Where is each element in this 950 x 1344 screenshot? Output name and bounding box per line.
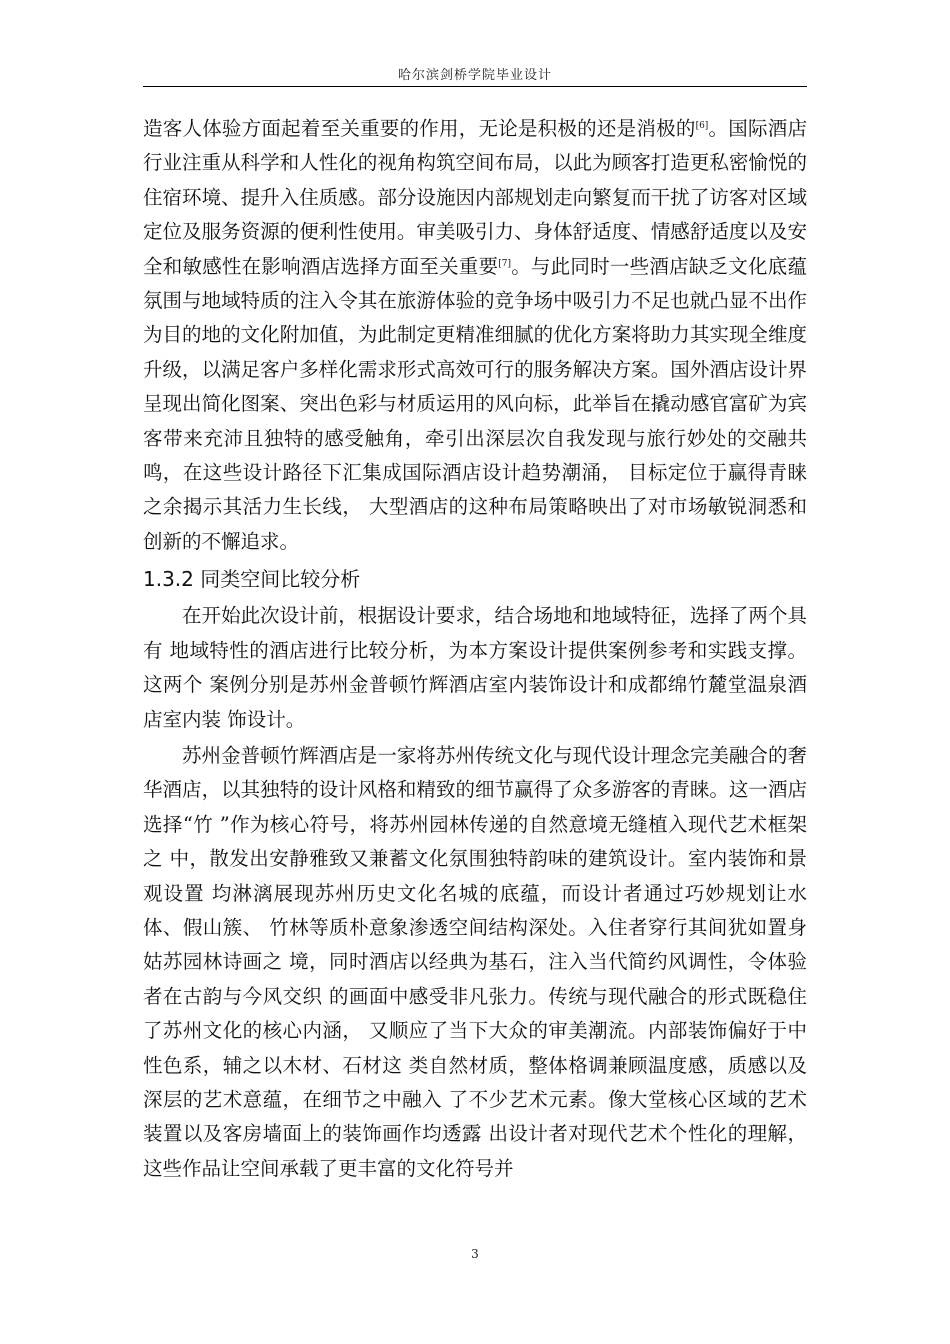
paragraph-text: 。与此同时一些酒店缺乏文化底蕴氛围与地域特质的注入令其在旅游体验的竞争场中吸引力不足也就凸显不出作为目的地的文化附加值，为此制定更精准细腻的优化方案将助力其实现全维度升级，以满足客户多样化需求形式高效可行的服务解决方案。国外酒店设计界呈现出简化图案、突出色彩与材质运用的风向标，此举旨在撬动感官富矿为宾客带来充沛且独特的感受触角，牵引出深层次自我发现与旅行妙处的交融共鸣，在这些设计路径下汇集成国际酒店设计趋势潮涌， 目标定位于赢得青睐之余揭示其活力生长线， 大型酒店的这种布局策略映出了对市场敏锐洞悉和创新的不懈追求。 [143, 254, 807, 553]
page-header-title: 哈尔滨剑桥学院毕业设计 [397, 68, 552, 83]
citation-marker: [7] [498, 258, 511, 269]
header-divider [143, 86, 807, 87]
paragraph-intro-continued [143, 112, 807, 559]
paragraph-text: 。国际酒店行业注重从科学和人性化的视角构筑空间布局，以此为顾客打造更私密愉悦的住宿环境、提升入住质感。部分设施因内部规划走向繁复而干扰了访客对区域定位及服务资源的便利性使用。审美吸引力、身体舒适度、情感舒适度以及安全和敏感性在影响酒店选择方面至关重要 [143, 117, 807, 278]
paragraph-case-selection: 在开始此次设计前，根据设计要求，结合场地和地域特征，选择了两个具有 地域特性的酒店进行比较分析，为本方案设计提供案例参考和实践支撑。这两个 案例分别是苏州金普顿竹辉酒店室内装饰设计和成都绵竹麓堂温泉酒店室内装 饰设计。 [143, 604, 807, 731]
section-heading: 1.3.2 同类空间比较分析 [143, 567, 361, 592]
paragraph-text: 造客人体验方面起着至关重要的作用，无论是积极的还是消极的 [143, 117, 696, 140]
paragraph-suzhou-kimpton: 苏州金普顿竹辉酒店是一家将苏州传统文化与现代设计理念完美融合的奢华酒店，以其独特的设计风格和精致的细节赢得了众多游客的青睐。这一酒店选择“竹 ”作为核心符号，将苏州园林传递的自然意境无缝植入现代艺术框架之 中，散发出安静雅致又兼蓄文化氛围独特韵味的建筑设计。室内装饰和景观设置 均淋漓展现苏州历史文化名城的底蕴，而设计者通过巧妙规划让水体、假山簇、 竹林等质朴意象渗透空间结构深处。入住者穿行其间犹如置身姑苏园林诗画之 境，同时酒店以经典为基石，注入当代简约风调性，令体验者在古韵与今风交织 的画面中感受非凡张力。传统与现代融合的形式既稳住了苏州文化的核心内涵， 又顺应了当下大众的审美潮流。内部装饰偏好于中性色系，辅之以木材、石材这 类自然材质，整体格调兼顾温度感，质感以及深层的艺术意蕴，在细节之中融入 了不少艺术元素。像大堂核心区域的艺术装置以及客房墙面上的装饰画作均透露 出设计者对现代艺术个性化的理解，这些作品让空间承载了更丰富的文化符号并 [143, 743, 807, 1180]
document-body [143, 112, 807, 1186]
page-number: 3 [471, 1247, 479, 1261]
citation-marker: [6] [695, 121, 709, 131]
